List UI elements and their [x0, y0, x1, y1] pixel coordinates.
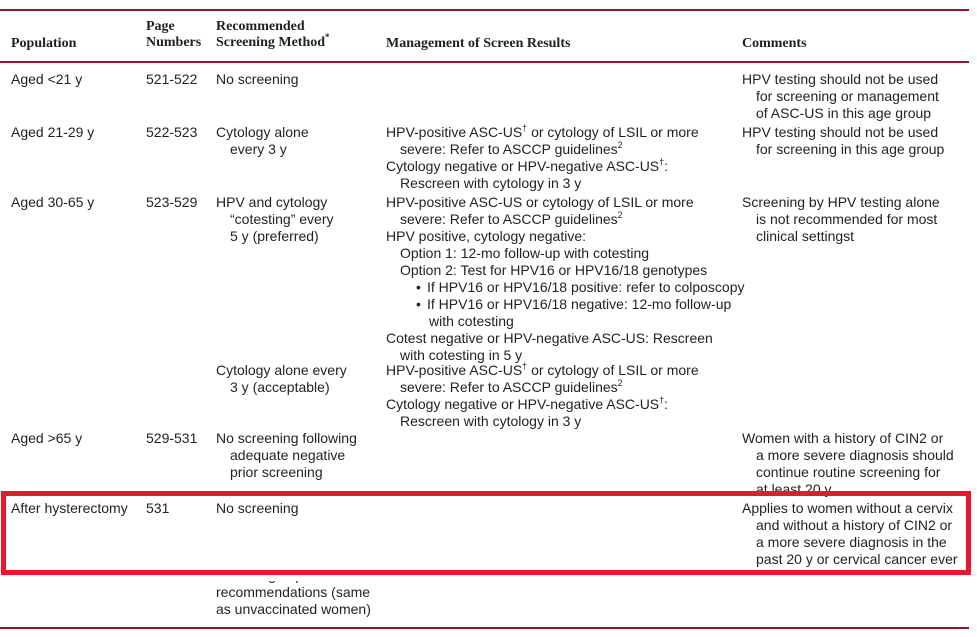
row3b-mgmt-line1: [386, 362, 699, 379]
row2-management: [386, 124, 699, 192]
row5-comment-line: Applies to women without a cervix: [742, 500, 953, 516]
row2-mgmt-line1: [386, 124, 699, 141]
row4-pages: 529-531: [146, 430, 198, 446]
row3-pages: 523-529: [146, 194, 198, 210]
header-population: Population: [11, 36, 77, 51]
row2-comments: [742, 124, 944, 158]
row5-comment-line: and without a history of CIN2 or: [756, 517, 953, 533]
row4-comments: [742, 430, 954, 498]
row4-method-line: adequate negative: [230, 447, 346, 463]
row2-mgmt-line4: Rescreen with cytology in 3 y: [400, 175, 582, 191]
row3-mgmt-bullet: • If HPV16 or HPV16/18 positive: refer to colposcopy: [386, 279, 745, 296]
row3b-mgmt-line4: Rescreen with cytology in 3 y: [400, 413, 582, 429]
row2-mgmt-line3: [386, 158, 699, 175]
row2-mgmt-text: Cytology negative or HPV-negative ASC-US: [386, 158, 660, 174]
row4-method-line: prior screening: [230, 464, 323, 480]
row3-method-line: HPV and cytology: [216, 194, 328, 210]
header-page-numbers-line2: Numbers: [146, 35, 202, 50]
dagger-mark: †: [522, 361, 528, 371]
header-screening-method: [216, 19, 330, 51]
row3b-method-line: Cytology alone every: [216, 362, 347, 378]
header-method-line1: Recommended: [216, 19, 305, 34]
top-rule: [0, 9, 969, 11]
row1-pages: 521-522: [146, 71, 198, 87]
header-page-numbers: [146, 19, 201, 51]
header-page-numbers-line1: Page: [146, 19, 175, 34]
header-comments: Comments: [742, 36, 807, 51]
row1-comment-line: for screening or management: [756, 88, 939, 104]
row3b-method: [216, 362, 347, 396]
row4-comment-line: at least 20 y: [756, 481, 832, 497]
row3b-mgmt-line2: [386, 379, 699, 396]
row2-mgmt-text: :: [664, 158, 669, 174]
row3b-mgmt-text: HPV-positive ASC-US: [386, 362, 523, 378]
row2-pages: 522-523: [146, 124, 198, 140]
header-method-mark: *: [325, 32, 330, 42]
row5-comments: [742, 500, 958, 568]
header-method-line2: [216, 32, 330, 51]
row3b-mgmt-text: Cytology negative or HPV-negative ASC-US: [386, 396, 660, 412]
row2-method-line: Cytology alone: [216, 124, 309, 140]
row1-comment-line: HPV testing should not be used: [742, 71, 939, 87]
row3-population: Aged 30-65 y: [11, 194, 95, 210]
row5-method-line: No screening: [216, 500, 299, 516]
footnote-mark: 2: [617, 140, 623, 150]
row1-comments: [742, 71, 939, 122]
bottom-rule: [0, 627, 969, 629]
dagger-mark: †: [659, 157, 665, 167]
row3-mgmt-text: severe: Refer to ASCCP guidelines: [400, 211, 618, 227]
row6-method-line: as unvaccinated women): [216, 601, 371, 617]
row3b-mgmt-line3: [386, 396, 699, 413]
row3b-mgmt-text: severe: Refer to ASCCP guidelines: [400, 379, 618, 395]
row3-mgmt-line: [386, 211, 745, 228]
row3b-management: [386, 362, 699, 430]
row2-mgmt-line2: [386, 141, 699, 158]
dagger-mark: †: [522, 123, 528, 133]
row2-mgmt-text: severe: Refer to ASCCP guidelines: [400, 141, 618, 157]
row1-method-line: No screening: [216, 71, 299, 87]
row4-comment-line: Women with a history of CIN2 or: [742, 430, 944, 446]
row3-method-line: “cotesting” every: [230, 211, 334, 227]
row3-comment-line: clinical settingst: [756, 228, 855, 244]
header-rule: [0, 61, 969, 63]
row3-mgmt-line: Option 2: Test for HPV16 or HPV16/18 genotypes: [400, 262, 708, 278]
header-method-text: Screening Method: [216, 35, 326, 50]
row1-population: Aged <21 y: [11, 71, 83, 87]
row2-comment-line: HPV testing should not be used: [742, 124, 939, 140]
highlight-mask: [0, 575, 977, 581]
row4-method-line: No screening following: [216, 430, 357, 446]
row3-mgmt-bullet: • If HPV16 or HPV16/18 negative: 12-mo follow-up: [386, 296, 745, 313]
row3-comments: [742, 194, 940, 245]
row3b-mgmt-text: :: [664, 396, 669, 412]
row2-method: [216, 124, 309, 158]
row3-mgmt-line: HPV positive, cytology negative:: [386, 228, 586, 244]
footnote-mark: 2: [617, 378, 623, 388]
row2-method-line: every 3 y: [230, 141, 287, 157]
header-management: Management of Screen Results: [386, 36, 571, 51]
row3-mgmt-line: HPV-positive ASC-US or cytology of LSIL or more: [386, 194, 694, 210]
row3-method: [216, 194, 333, 245]
row4-population: Aged >65 y: [11, 430, 83, 446]
row3-management: [386, 194, 745, 364]
row3-comment-line: is not recommended for most: [756, 211, 938, 227]
row5-method: [216, 500, 299, 517]
row1-comment-line: of ASC-US in this age group: [756, 105, 932, 121]
dagger-mark: †: [659, 395, 665, 405]
row5-comment-line: a more severe diagnosis in the: [756, 534, 947, 550]
row5-comment-line: past 20 y or cervical cancer ever: [756, 551, 958, 567]
row3b-method-line: 3 y (acceptable): [230, 379, 330, 395]
row3-method-line: 5 y (preferred): [230, 228, 319, 244]
row2-mgmt-text: HPV-positive ASC-US: [386, 124, 523, 140]
row6-method-line: recommendations (same: [216, 584, 371, 600]
row3b-mgmt-text: or cytology of LSIL or more: [527, 362, 699, 378]
row2-population: Aged 21-29 y: [11, 124, 95, 140]
row4-comment-line: a more severe diagnosis should: [756, 447, 954, 463]
row3-mgmt-line: with cotesting in 5 y: [400, 347, 523, 363]
row3-mgmt-line: Cotest negative or HPV-negative ASC-US: Rescreen: [386, 330, 713, 346]
row2-mgmt-text: or cytology of LSIL or more: [527, 124, 699, 140]
row3-mgmt-line: with cotesting: [429, 313, 514, 329]
row4-method: [216, 430, 357, 481]
row1-method: [216, 71, 299, 88]
row2-comment-line: for screening in this age group: [756, 141, 945, 157]
row5-pages: 531: [146, 500, 170, 516]
row3-mgmt-line: Option 1: 12-mo follow-up with cotesting: [400, 245, 650, 261]
row3-comment-line: Screening by HPV testing alone: [742, 194, 940, 210]
footnote-mark: 2: [617, 210, 623, 220]
row4-comment-line: continue routine screening for: [756, 464, 941, 480]
row5-population: After hysterectomy: [11, 500, 128, 516]
